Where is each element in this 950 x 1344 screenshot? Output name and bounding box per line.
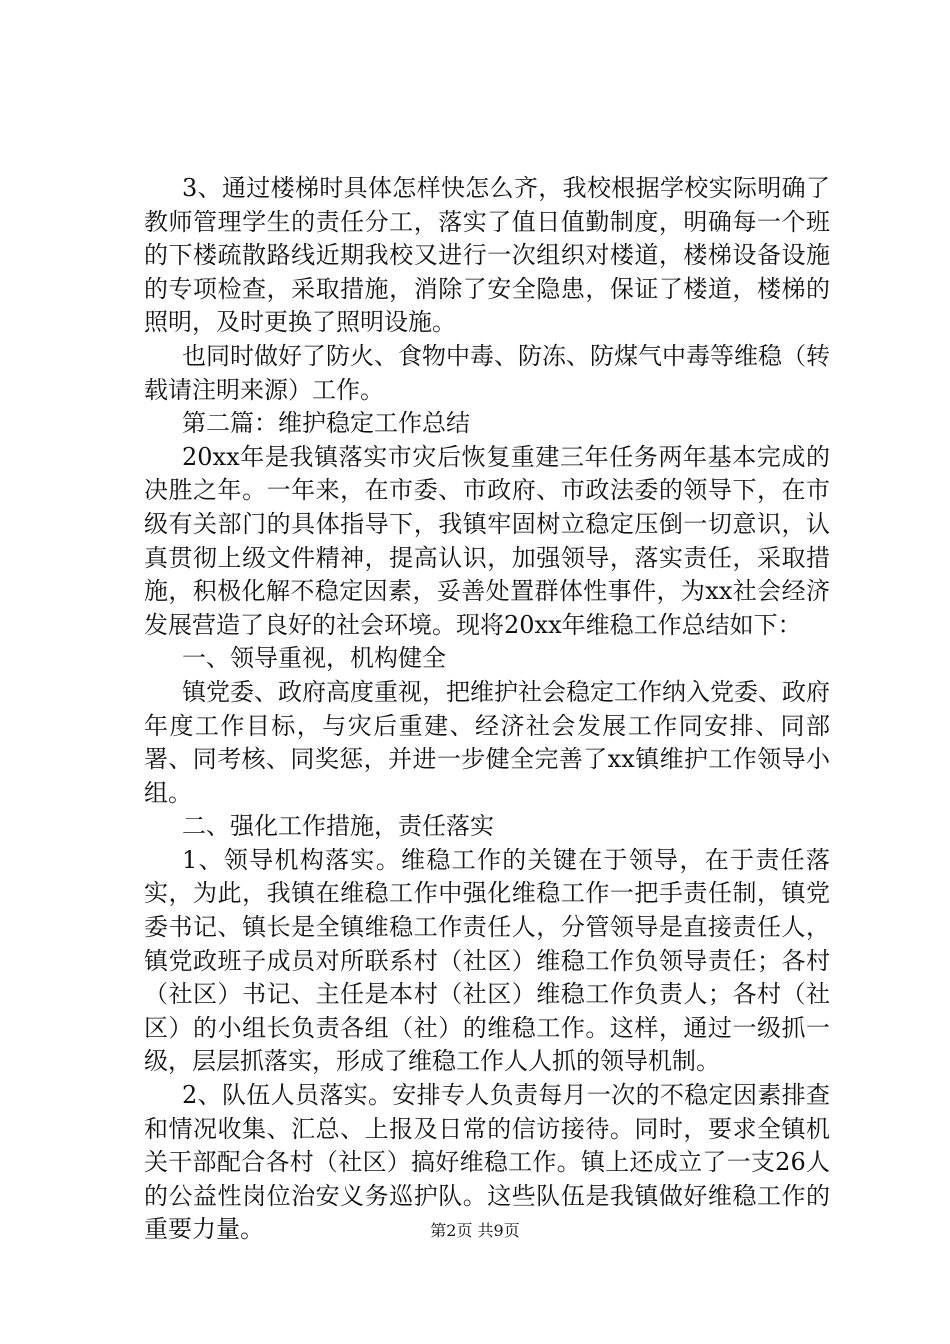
paragraph-team-staffing: 2、队伍人员落实。安排专人负责每月一次的不稳定因素排查和情况收集、汇总、上报及日常的信访接待。同时，要求全镇机关干部配合各村（社区）搞好维稳工作。镇上还成立了一支26人的公益性岗位治安义务巡护队。这些队伍是我镇做好维稳工作的重要力量。 (144, 1081, 830, 1244)
paragraph-stair-safety: 3、通过楼梯时具体怎样快怎么齐，我校根据学校实际明确了教师管理学生的责任分工，落实了值日值勤制度，明确每一个班的下楼疏散路线近期我校又进行一次组织对楼道，楼梯设备设施的专项检查，采取措施，消除了安全隐患，保证了楼道，楼梯的照明，及时更换了照明设施。 (144, 174, 830, 337)
paragraph-annual-summary: 20xx年是我镇落实市灾后恢复重建三年任务两年基本完成的决胜之年。一年来，在市委、市政府、市政法委的领导下，在市级有关部门的具体指导下，我镇牢固树立稳定压倒一切意识，认真贯彻上级文件精神，提高认识，加强领导，落实责任，采取措施，积极化解不稳定因素，妥善处置群体性事件，为xx社会经济发展营造了良好的社会环境。现将20xx年维稳工作总结如下： (144, 442, 830, 639)
paragraph-fire-prevention: 也同时做好了防火、食物中毒、防冻、防煤气中毒等维稳（转载请注明来源）工作。 (144, 341, 830, 404)
section-heading-part-two: 第二篇：维护稳定工作总结 (182, 409, 470, 438)
page-number-footer: 第2页 共9页 (430, 1221, 520, 1240)
paragraph-leadership-structure: 1、领导机构落实。维稳工作的关键在于领导，在于责任落实，为此，我镇在维稳工作中强化维稳工作一把手责任制，镇党委书记、镇长是全镇维稳工作责任人，分管领导是直接责任人，镇党政班子成员对所联系村（社区）维稳工作负领导责任；各村（社区）书记、主任是本村（社区）维稳工作负责人；各村（社区）的小组长负责各组（社）的维稳工作。这样，通过一级抓一级，层层抓落实，形成了维稳工作人人抓的领导机制。 (144, 845, 830, 1076)
heading-measures: 二、强化工作措施，责任落实 (182, 812, 494, 841)
paragraph-leadership: 镇党委、政府高度重视，把维护社会稳定工作纳入党委、政府年度工作目标，与灾后重建、经济社会发展工作同安排、同部署、同考核、同奖惩，并进一步健全完善了xx镇维护工作领导小组。 (144, 677, 830, 807)
document-body (144, 172, 830, 1247)
heading-leadership: 一、领导重视，机构健全 (182, 644, 446, 673)
